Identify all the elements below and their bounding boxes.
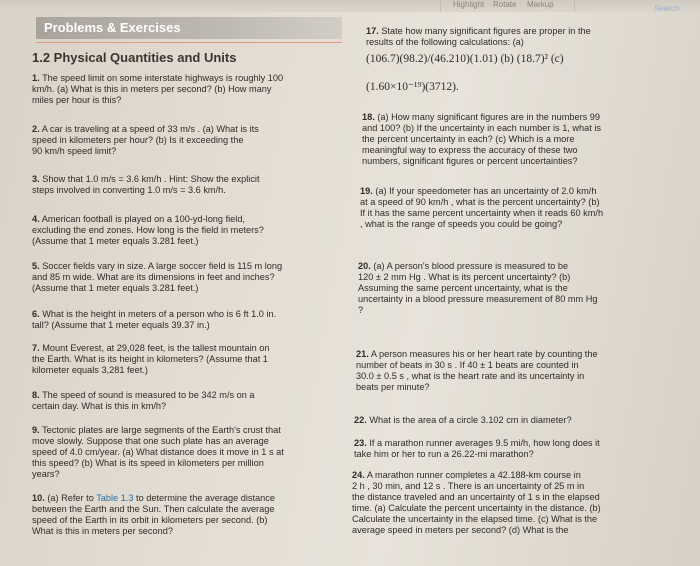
problem-text: If a marathon runner averages 9.5 mi/h, how long does it take him or her to run a 26.22-mi marathon? [354, 438, 600, 459]
problem-number: 2. [32, 124, 40, 134]
problem-6 [32, 309, 344, 331]
problem-number: 17. [366, 26, 379, 36]
problem-9 [32, 425, 344, 480]
problem-number: 8. [32, 390, 40, 400]
math-expression: (1.60×10⁻¹⁹)(3712). [366, 81, 459, 93]
subsection-title: 1.2 Physical Quantities and Units [32, 50, 237, 65]
markup-button[interactable]: Markup [527, 0, 554, 9]
problem-18 [362, 112, 662, 167]
problem-text: (a) Refer to [47, 493, 97, 503]
problem-number: 19. [360, 186, 373, 196]
problem-text: What is the area of a circle 3.102 cm in diameter? [369, 415, 572, 425]
problem-17-expression-1 [366, 52, 666, 66]
problem-number: 22. [354, 415, 367, 425]
problem-number: 10. [32, 493, 45, 503]
top-toolbar [0, 0, 700, 12]
problem-number: 23. [354, 438, 367, 448]
problem-text: A marathon runner completes a 42.188-km course in 2 h , 30 min, and 12 s . There is an uncertainty of 25 m in the distance traveled and an uncertainty of 1 s in the elapsed time. (a) Calculate the percent uncertainty in the distance. (b) Calculate the uncertainty in the elapsed time. (c) What is the average speed in meters per second? (d) What is the [352, 470, 601, 535]
section-header [36, 17, 342, 39]
problem-number: 18. [362, 112, 375, 122]
problem-4 [32, 214, 344, 247]
search-button[interactable]: Search [654, 4, 680, 13]
problem-text: (a) A person's blood pressure is measured to be 120 ± 2 mm Hg . What is its percent uncertainty? (b) Assuming the same percent uncertainty, what is the uncertainty in a blood pressure measurement of 80 mm Hg ? [358, 261, 598, 315]
problem-24 [352, 470, 652, 536]
problem-7 [32, 343, 344, 376]
problem-3 [32, 174, 344, 196]
problem-10 [32, 493, 344, 537]
problem-text: State how many significant figures are proper in the results of the following calculations: (a) [366, 26, 591, 47]
problem-17 [366, 26, 666, 48]
problem-text: Show that 1.0 m/s = 3.6 km/h . Hint: Show the explicit steps involved in converting 1.0 m/s = 3.6 km/h. [32, 174, 260, 195]
problem-number: 4. [32, 214, 40, 224]
highlight-button[interactable]: Highlight [453, 0, 485, 9]
problem-19 [360, 186, 660, 230]
problem-text: Tectonic plates are large segments of the Earth's crust that move slowly. Suppose that one such plate has an average speed of 4.0 cm/year. (a) What distance does it move in 1 s at this speed? (b) What is its speed in kilometers per million years? [32, 425, 284, 479]
problem-text: to determine the average distance between the Earth and the Sun. Then calculate the average speed of the Earth in its orbit in kilometers per second. (b) What is this in meters per second? [32, 493, 275, 536]
problem-number: 9. [32, 425, 40, 435]
rotate-button[interactable]: Rotate [493, 0, 517, 9]
math-expression: (106.7)(98.2)/(46.210)(1.01) (b) (18.7)² (c) [366, 53, 564, 65]
problem-text: What is the height in meters of a person who is 6 ft 1.0 in. tall? (Assume that 1 meter equals 39.37 in.) [32, 309, 277, 330]
problem-number: 24. [352, 470, 365, 480]
problem-number: 21. [356, 349, 369, 359]
table-link[interactable]: Table 1.3 [96, 493, 134, 503]
problem-text: (a) If your speedometer has an uncertainty of 2.0 km/h at a speed of 90 km/h , what is the percent uncertainty? (b) If it has the same percent uncertainty when it reads 60 km/h , what is the range of speeds you could be going? [360, 186, 604, 229]
problem-text: (a) How many significant figures are in the numbers 99 and 100? (b) If the uncertainty in each number is 1, what is the percent uncertainty in each? (c) Which is a more meaningful way to express the accuracy of these two numbers, significant figures or percent uncertainties? [362, 112, 602, 166]
problem-number: 3. [32, 174, 40, 184]
problem-text: A person measures his or her heart rate by counting the number of beats in 30 s . If 40 ± 1 beats are counted in 30.0 ± 0.5 s , what is the heart rate and its uncertainty in beats per minute? [356, 349, 598, 392]
problem-text: American football is played on a 100-yd-long field, excluding the end zones. How long is the field in meters? (Assume that 1 meter equals 3.281 feet.) [32, 214, 264, 246]
problem-8 [32, 390, 344, 412]
problem-number: 6. [32, 309, 40, 319]
problem-17-expression-2 [366, 80, 666, 94]
problem-1 [32, 73, 344, 106]
problem-20 [358, 261, 658, 316]
problem-text: Soccer fields vary in size. A large soccer field is 115 m long and 85 m wide. What are its dimensions in feet and inches? (Assume that 1 meter equals 3.281 feet.) [32, 261, 283, 293]
problem-number: 5. [32, 261, 40, 271]
problem-text: The speed of sound is measured to be 342 m/s on a certain day. What is this in km/h? [32, 390, 255, 411]
problem-text: The speed limit on some interstate highways is roughly 100 km/h. (a) What is this in meters per second? (b) How many miles per hour is this? [32, 73, 284, 105]
problem-number: 7. [32, 343, 40, 353]
problem-5 [32, 261, 344, 294]
problem-number: 1. [32, 73, 40, 83]
problem-2 [32, 124, 344, 157]
problem-text: Mount Everest, at 29,028 feet, is the tallest mountain on the Earth. What is its height in kilometers? (Assume that 1 kilometer equals 3,281 feet.) [32, 343, 270, 375]
problem-23 [354, 438, 654, 460]
section-divider [36, 42, 342, 43]
section-title: Problems & Exercises [44, 20, 181, 35]
problem-22 [354, 415, 654, 426]
problem-text: A car is traveling at a speed of 33 m/s . (a) What is its speed in kilometers per hour? (b) Is it exceeding the 90 km/h speed limit? [32, 124, 259, 156]
problem-number: 20. [358, 261, 371, 271]
problem-21 [356, 349, 656, 393]
